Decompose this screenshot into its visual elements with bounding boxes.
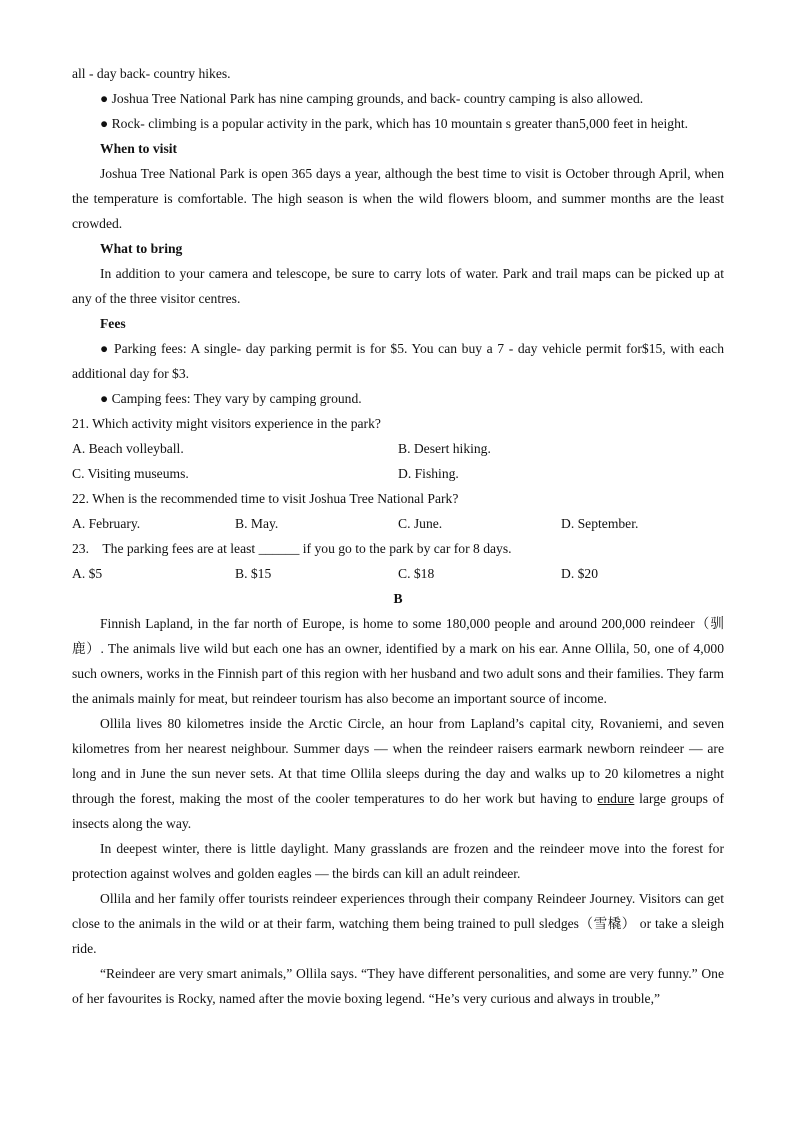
- paragraph-text: Ollila lives 80 kilometres inside the Arctic Circle, an hour from Lapland’s capital city, Rovaniemi, and seven kilometres from her nearest neighbour. Summer days — when the reindeer raisers earmark newborn reindeer — are long and in June the sun never sets. At that time Ollila sleeps during the day and walks up to 20 kilometres a night through the forest, making the most of the cooler temperatures to do her work but having to: [72, 716, 724, 806]
- option-b: B. Desert hiking.: [398, 441, 491, 456]
- passage-b-paragraph-1: Finnish Lapland, in the far north of Europe, is home to some 180,000 people and around 200,000 reindeer（驯鹿）. The animals live wild but each one has an owner, identified by a mark on his ear. Anne Ollila, 50, one of 4,000 such owners, works in the Finnish part of this region with her husband and two adult sons and their families. They farm the animals mainly for meat, but reindeer tourism has also become an important source of income.: [72, 616, 724, 706]
- when-to-visit-heading: When to visit: [100, 141, 178, 156]
- passage-b-paragraph-2: [72, 711, 724, 836]
- what-to-bring-text: In addition to your camera and telescope, be sure to carry lots of water. Park and trail maps can be picked up at any of the three visitor centres.: [72, 266, 724, 306]
- passage-b-paragraph-3: In deepest winter, there is little daylight. Many grasslands are frozen and the reindeer move into the forest for protection against wolves and golden eagles — the birds can kill an adult reindeer.: [72, 841, 724, 881]
- bullet-climbing: ● Rock- climbing is a popular activity in the park, which has 10 mountain s greater than5,000 feet in height.: [100, 116, 689, 131]
- hikes-line: all - day back- country hikes.: [72, 66, 231, 81]
- bullet-camping: ● Joshua Tree National Park has nine camping grounds, and back- country camping is also allowed.: [100, 91, 644, 106]
- fees-camping-bullet: ● Camping fees: They vary by camping ground.: [100, 391, 362, 406]
- fees-heading: Fees: [100, 316, 126, 331]
- option-a: A. Beach volleyball.: [72, 441, 184, 456]
- question-21: [72, 411, 724, 486]
- question-stem: 22. When is the recommended time to visit Joshua Tree National Park?: [72, 491, 459, 506]
- question-stem: 23. The parking fees are at least ______ if you go to the park by car for 8 days.: [72, 541, 512, 556]
- question-options: [72, 511, 724, 536]
- option-c: C. June.: [398, 516, 443, 531]
- passage-b-paragraph-4: Ollila and her family offer tourists reindeer experiences through their company Reindeer Journey. Visitors can get close to the animals in the wild or at their farm, watching them being trained to pull sledges（雪橇） or take a sleigh ride.: [72, 891, 724, 956]
- what-to-bring-heading: What to bring: [100, 241, 183, 256]
- when-to-visit-text: Joshua Tree National Park is open 365 days a year, although the best time to visit is October through April, when the temperature is comfortable. The high season is when the wild flowers bloom, and summer months are the least crowded.: [72, 166, 724, 231]
- underlined-word-endure: endure: [597, 791, 635, 806]
- option-d: D. Fishing.: [398, 466, 459, 481]
- question-22: [72, 486, 724, 536]
- question-options: [72, 561, 724, 586]
- option-d: D. September.: [561, 516, 639, 531]
- question-options: [72, 436, 724, 461]
- option-c: C. Visiting museums.: [72, 466, 189, 481]
- question-options: [72, 461, 724, 486]
- document-page: [72, 61, 724, 1011]
- option-a: A. February.: [72, 516, 141, 531]
- option-a: A. $5: [72, 566, 103, 581]
- option-c: C. $18: [398, 566, 435, 581]
- question-stem: 21. Which activity might visitors experience in the park?: [72, 416, 381, 431]
- section-b-label: B: [393, 591, 403, 606]
- fees-parking-bullet: ● Parking fees: A single- day parking permit is for $5. You can buy a 7 - day vehicle permit for$15, with each additional day for $3.: [72, 341, 724, 381]
- option-d: D. $20: [561, 566, 599, 581]
- option-b: B. May.: [235, 516, 279, 531]
- passage-b-paragraph-5: “Reindeer are very smart animals,” Ollila says. “They have different personalities, and some are very funny.” One of her favourites is Rocky, named after the movie boxing legend. “He’s very curious and always in trouble,”: [72, 966, 724, 1006]
- question-23: [72, 536, 724, 586]
- option-b: B. $15: [235, 566, 272, 581]
- paragraph-text: large groups of insects along the way.: [72, 791, 724, 831]
